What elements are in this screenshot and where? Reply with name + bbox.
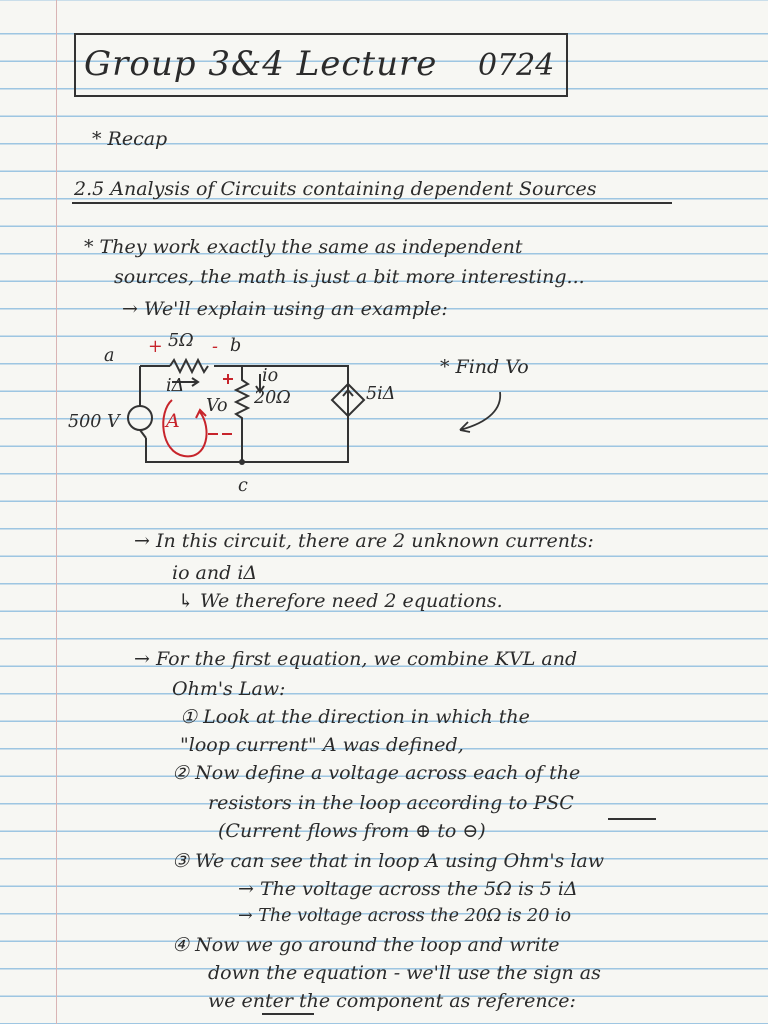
heading-underline: [72, 202, 672, 204]
resistor2-label: 20Ω: [254, 388, 291, 408]
para2-line3: ↳ We therefore need 2 equations.: [178, 590, 503, 612]
margin-line: [56, 0, 57, 1024]
find-vo: * Find Vo: [440, 356, 529, 378]
psc-underline: [608, 818, 656, 820]
lecture-number: 0724: [478, 48, 555, 83]
vo-label: Vo: [206, 396, 228, 416]
step2-line3: (Current flows from ⊕ to ⊖): [218, 820, 486, 842]
node-c-label: c: [238, 476, 248, 496]
recap-label: * Recap: [92, 128, 168, 150]
step3-line3: → The voltage across the 20Ω is 20 io: [238, 906, 572, 926]
node-a-label: a: [104, 346, 115, 366]
loop-a-label: A: [166, 410, 180, 432]
enter-underline: [262, 1013, 314, 1015]
step2-line1: ② Now define a voltage across each of the: [172, 762, 581, 784]
step4-line3: we enter the component as reference:: [208, 990, 576, 1012]
step3-line1: ③ We can see that in loop A using Ohm's law: [172, 850, 605, 872]
step1-line1: ① Look at the direction in which the: [180, 706, 530, 728]
para2-line2: io and iΔ: [172, 562, 258, 584]
find-arrow: [450, 388, 510, 438]
step1-line2: "loop current" A was defined,: [180, 734, 464, 756]
i-delta-label: iΔ: [166, 376, 185, 396]
i-o-label: io: [262, 366, 279, 386]
page-title: Group 3&4 Lecture: [84, 44, 438, 84]
step2-line2: resistors in the loop according to PSC: [208, 792, 574, 814]
para1-line3: → We'll explain using an example:: [122, 298, 448, 320]
step4-line1: ④ Now we go around the loop and write: [172, 934, 560, 956]
resistor1-plus: +: [148, 337, 163, 357]
para1-line1: * They work exactly the same as independent: [84, 236, 523, 258]
resistor1-label: 5Ω: [168, 331, 194, 351]
para3-line2: Ohm's Law:: [172, 678, 286, 700]
para2-line1: → In this circuit, there are 2 unknown currents:: [134, 530, 594, 552]
step3-line2: → The voltage across the 5Ω is 5 iΔ: [238, 878, 578, 900]
resistor1-minus: -: [212, 337, 218, 357]
dependent-source-label: 5iΔ: [366, 384, 396, 404]
para3-line1: → For the first equation, we combine KVL and: [134, 648, 578, 670]
para1-line2: sources, the math is just a bit more interesting...: [114, 266, 585, 288]
step4-line2: down the equation - we'll use the sign as: [208, 962, 601, 984]
node-b-label: b: [230, 336, 242, 356]
source-voltage-label: 500 V: [68, 412, 120, 432]
section-heading: 2.5 Analysis of Circuits containing dependent Sources: [74, 178, 597, 200]
